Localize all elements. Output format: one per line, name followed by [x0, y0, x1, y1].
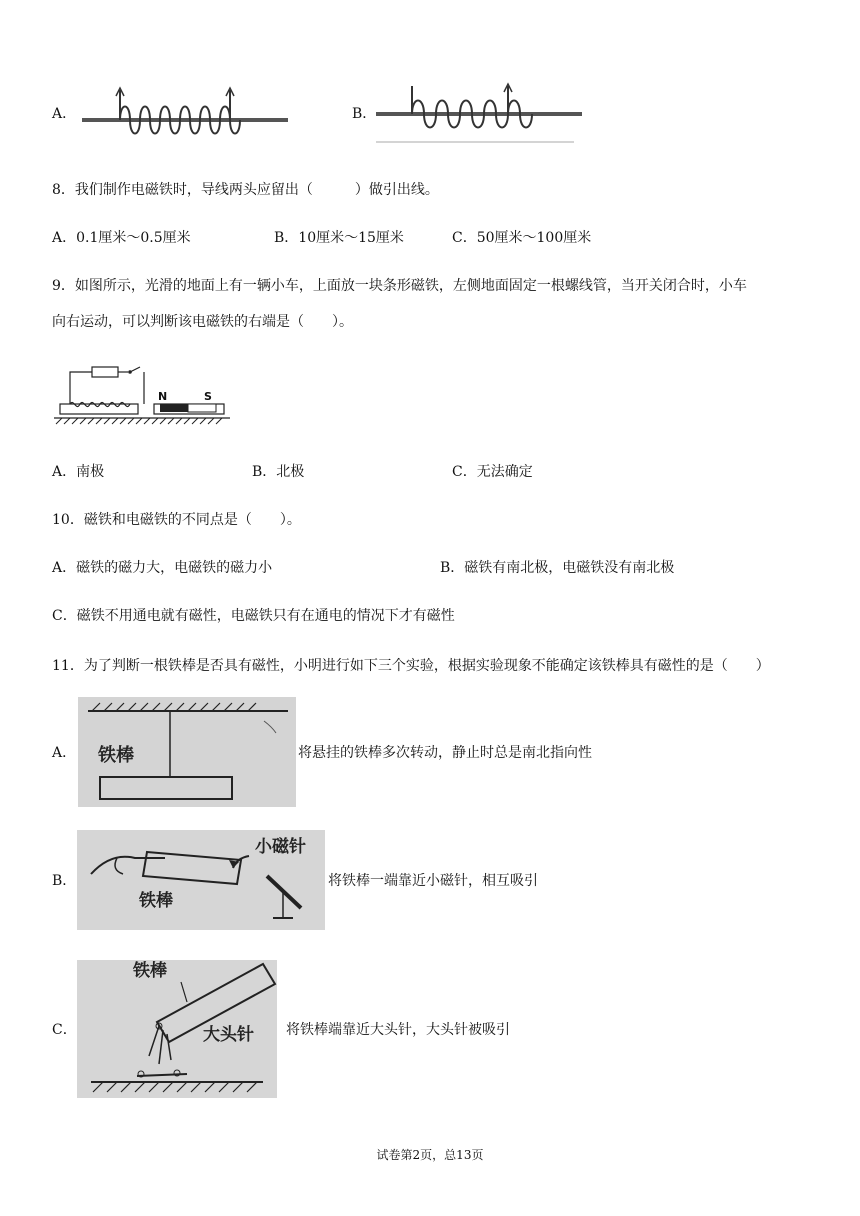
q9-option-a: A．南极 [52, 464, 105, 480]
q7-option-a-label: A． [52, 106, 77, 122]
q7-option-a-coil-figure [80, 80, 292, 140]
q9-solenoid-cart-figure [52, 364, 232, 426]
q9-stem-line-1: 9．如图所示，光滑的地面上有一辆小车，上面放一块条形磁铁，左侧地面固定一根螺线管，当开关闭合时，小车 [52, 278, 747, 294]
q10-stem: 10．磁铁和电磁铁的不同点是（ ）。 [52, 512, 301, 528]
q11-option-b-compass-photo [77, 830, 325, 930]
q11-option-b-text: 将铁棒一端靠近小磁针，相互吸引 [328, 873, 538, 889]
q9-fig-s-label: S [204, 390, 212, 403]
q11-option-a-fig-rod-label: 铁棒 [98, 745, 134, 766]
page-footer: 试卷第2页，总13页 [376, 1148, 484, 1162]
q11-option-c-label: C． [52, 1022, 77, 1038]
q8-option-b: B．10厘米～15厘米 [274, 230, 404, 246]
q11-option-a-text: 将悬挂的铁棒多次转动，静止时总是南北指向性 [298, 745, 592, 761]
q11-option-c-fig-pin-label: 大头针 [203, 1025, 254, 1045]
q11-option-a-hanging-rod-photo [78, 697, 296, 807]
q9-option-c: C．无法确定 [452, 464, 533, 480]
q11-option-b-fig-needle-label: 小磁针 [255, 837, 306, 857]
q7-option-b-label: B． [352, 106, 377, 122]
q11-option-c-pins-photo [77, 960, 277, 1098]
q11-option-c-text: 将铁棒端靠近大头针，大头针被吸引 [286, 1022, 510, 1038]
q11-option-c-fig-rod-label: 铁棒 [133, 961, 167, 981]
q11-stem: 11．为了判断一根铁棒是否具有磁性，小明进行如下三个实验，根据实验现象不能确定该铁棒具有磁性的是（ ） [52, 658, 770, 674]
q9-option-b: B．北极 [252, 464, 305, 480]
q10-option-b: B．磁铁有南北极，电磁铁没有南北极 [440, 560, 675, 576]
q9-stem-line-2: 向右运动，可以判断该电磁铁的右端是（ ）。 [52, 314, 353, 330]
q11-option-b-fig-rod-label: 铁棒 [139, 891, 173, 911]
q11-option-b-label: B． [52, 873, 77, 889]
q8-option-c: C．50厘米～100厘米 [452, 230, 592, 246]
q9-fig-n-label: N [158, 390, 168, 403]
q8-stem: 8．我们制作电磁铁时，导线两头应留出（ ）做引出线。 [52, 182, 439, 198]
q7-option-b-coil-figure [374, 78, 584, 148]
q8-option-a: A．0.1厘米～0.5厘米 [52, 230, 191, 246]
q11-option-a-label: A． [52, 745, 77, 761]
q10-option-a: A．磁铁的磁力大，电磁铁的磁力小 [52, 560, 273, 576]
q10-option-c: C．磁铁不用通电就有磁性，电磁铁只有在通电的情况下才有磁性 [52, 608, 455, 624]
